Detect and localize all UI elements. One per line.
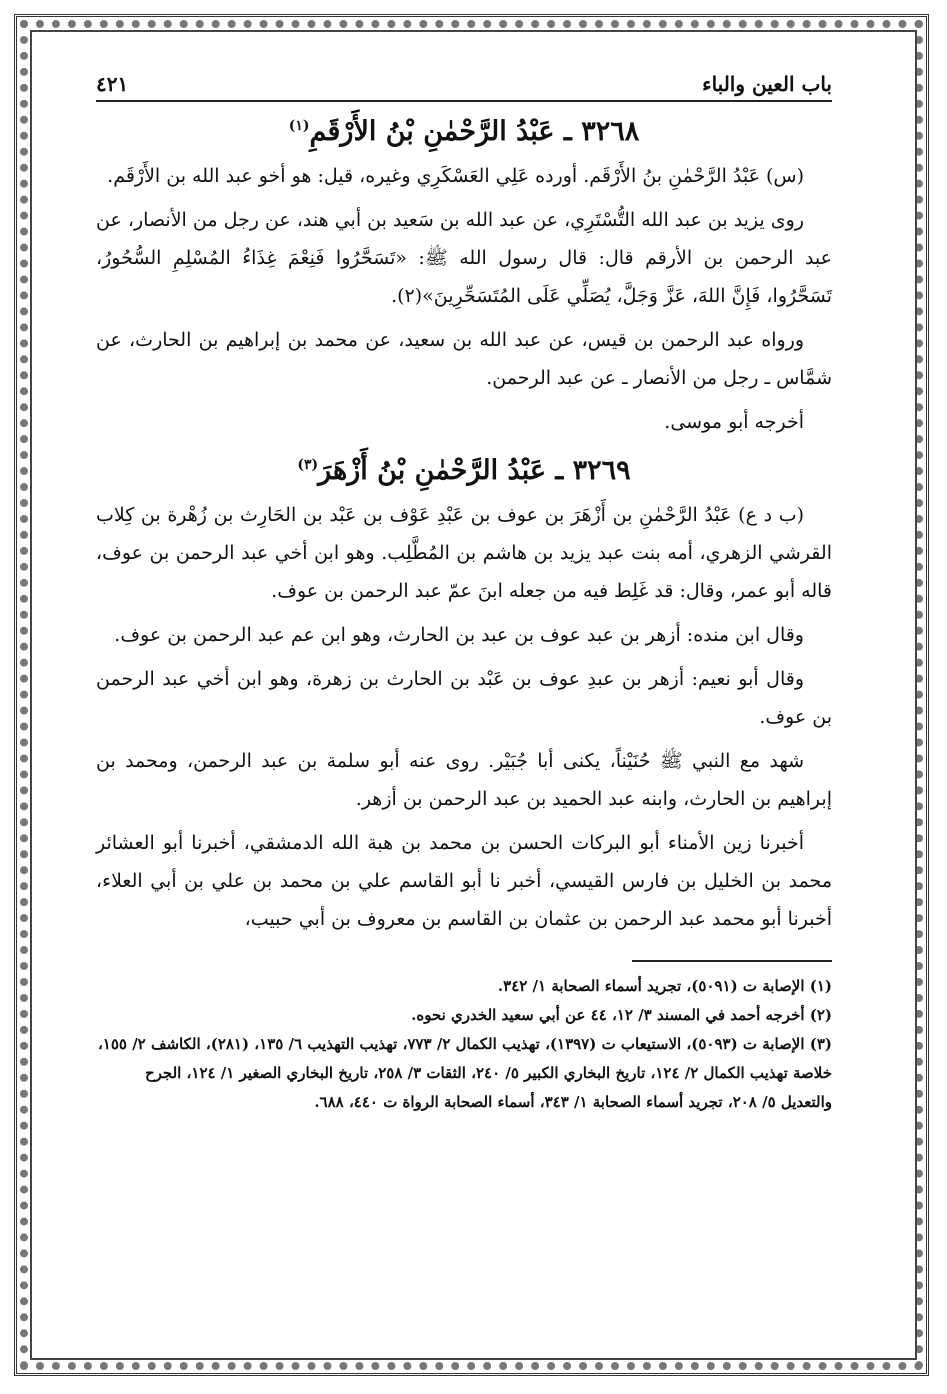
entry-title (96, 455, 832, 486)
paragraph: روى يزيد بن عبد الله التُّسْتَرِي، عن عبد الله بن سَعيد بن أبي هند، عن رجل من الأنصار، عن عبد الرحمن بن الأرقم قال: قال رسول الله ﷺ: «تَسَحَّرُوا فَنِعْمَ غِذَاءُ المُسْلِمِ السُّحُورُ، تَسَحَّرُوا، فَإِنَّ اللهَ، عَزَّ وَجَلَّ، يُصَلِّي عَلَى المُتَسَحِّرِينَ»(٢). (96, 209, 833, 307)
entry-title-text: ٣٢٦٨ ـ عَبْدُ الرَّحْمٰنِ بْنُ الأَرْقَمِ (309, 116, 640, 147)
footnote-ref: (١) (288, 118, 310, 134)
paragraph: (ب د ع) عَبْدُ الرَّحْمٰنِ بن أَزْهَرَ بن عوف بن عَبْدِ عَوْف بن عَبْد بن الحَارِث بن زُهْرة بن كِلاب القرشي الزهري، أمه بنت عبد يزيد بن هاشم بن المُطَّلِب. وهو ابن أخي عبد الرحمن بن عوف، قاله أبو عمر، وقال: قد غَلِط فيه من جعله ابنَ عمّ عبد الرحمن بن عوف. (96, 504, 832, 602)
running-header (96, 58, 832, 102)
paragraph: أخبرنا زين الأمناء أبو البركات الحسن بن محمد بن هبة الله الدمشقي، أخبرنا أبو العشائر محمد بن الخليل بن فارس القيسي، أخبر نا أبو القاسم علي بن محمد بن علي بن أبي العلاء، أخبرنا أبو محمد عبد الرحمن بن عثمان بن القاسم بن معروف بن أبي حبيب، (96, 832, 832, 930)
entry-3268 (96, 116, 832, 441)
footnote: (٣) الإصابة ت (٥٠٩٣)، الاستيعاب ت (١٣٩٧)، تهذيب الكمال ٢/ ٧٧٣، تهذيب التهذيب ٦/ ١٣٥، (٢٨١)، الكاشف ٢/ ١٥٥، خلاصة تهذيب الكمال ٢/ ١٢٤، تاريخ البخاري الكبير ٥/ ٢٤٠، الثقات ٣/ ٢٥٨، تاريخ البخاري الصغير ١/ ١٢٤، الجرح والتعديل ٥/ ٢٠٨، تجريد أسماء الصحابة ١/ ٣٤٣، أسماء الصحابة الرواة ت ٤٤٠، ٦٨٨. (97, 1035, 832, 1111)
section-title: باب العين والباء (702, 72, 832, 96)
entry-title-text: ٣٢٦٩ ـ عَبْدُ الرَّحْمٰنِ بْنُ أَزْهَرَ (318, 455, 631, 486)
footnote-separator (632, 960, 832, 962)
page-number: ٤٢١ (96, 72, 129, 96)
footnote-ref: (٣) (297, 457, 319, 473)
paragraph: أخرجه أبو موسى. (664, 411, 804, 433)
paragraph: وقال أبو نعيم: أزهر بن عبدِ عوف بن عَبْد بن الحارث بن زهرة، وهو ابن أخي عبد الرحمن بن عوف. (96, 668, 832, 728)
footnotes (96, 972, 832, 1117)
paragraph: شهد مع النبي ﷺ حُنَيْناً، يكنى أبا جُبَيْر. روى عنه أبو سلمة بن عبد الرحمن، ومحمد بن إبراهيم بن الحارث، وابنه عبد الحميد بن عبد الرحمن بن أزهر. (96, 750, 832, 810)
footnote: (١) الإصابة ت (٥٠٩١)، تجريد أسماء الصحابة ١/ ٣٤٢. (497, 977, 832, 995)
page-content (96, 58, 832, 1348)
entry-3269 (96, 455, 832, 938)
paragraph: وقال ابن منده: أزهر بن عبد عوف بن عبد بن الحارث، وهو ابن عم عبد الرحمن بن عوف. (114, 624, 804, 646)
paragraph: (س) عَبْدُ الرَّحْمٰنِ بنُ الأَرْقَم. أورده عَلِي العَسْكَرِي وغيره، قيل: هو أخو عبد الله بن الأَرْقَم. (107, 165, 804, 187)
entry-title (96, 116, 832, 147)
paragraph: ورواه عبد الرحمن بن قيس، عن عبد الله بن سعيد، عن محمد بن إبراهيم بن الحارث، عن شمَّاس ـ رجل من الأنصار ـ عن عبد الرحمن. (96, 329, 832, 389)
footnote: (٢) أخرجه أحمد في المسند ٣/ ١٢، ٤٤ عن أبي سعيد الخدري نحوه. (411, 1006, 832, 1024)
